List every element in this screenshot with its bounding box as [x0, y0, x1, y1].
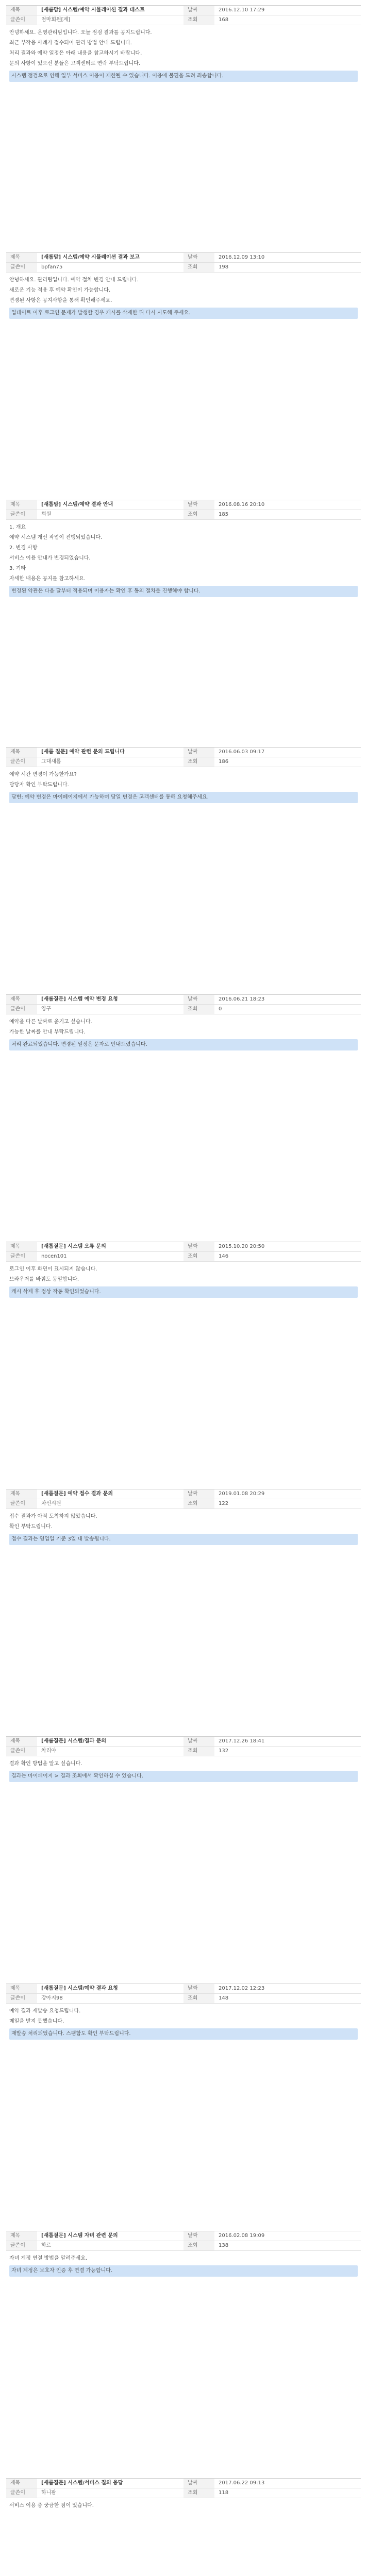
label-title: 제목	[6, 995, 37, 1005]
post-date: 2016.12.10 17:29	[214, 6, 361, 15]
post-date: 2016.06.03 09:17	[214, 748, 361, 757]
label-author: 글쓴이	[6, 2488, 37, 2498]
post-meta	[6, 1242, 361, 1262]
post-paragraph: 처리 결과와 예약 일정은 아래 내용을 참고하시기 바랍니다.	[9, 50, 142, 56]
label-views: 조회	[184, 2488, 214, 2498]
label-date: 날짜	[184, 1984, 214, 1994]
post-paragraph: 안녕하세요. 운영관리팀입니다. 오늘 점검 결과를 공지드립니다.	[9, 30, 152, 36]
label-date: 날짜	[184, 2231, 214, 2241]
label-date: 날짜	[184, 1737, 214, 1747]
label-title: 제목	[6, 748, 37, 757]
highlighted-note: 재발송 처리되었습니다. 스팸함도 확인 부탁드립니다.	[9, 2028, 358, 2040]
post-title[interactable]: [새롭질문] 시스템 오류 문의	[37, 1242, 184, 1252]
highlighted-note: 변경된 약관은 다음 달부터 적용되며 이용자는 확인 후 동의 절차를 진행해야 합니다.	[9, 586, 358, 597]
highlighted-note: 시스템 점검으로 인해 일부 서비스 이용이 제한될 수 있습니다. 이용에 불편을 드려 죄송합니다.	[9, 71, 358, 82]
post-meta	[6, 5, 361, 25]
post-date: 2016.06.21 18:23	[214, 995, 361, 1005]
post-meta	[6, 2231, 361, 2251]
post-body	[6, 1756, 361, 1788]
post	[6, 5, 361, 247]
post-body	[6, 2251, 361, 2283]
label-author: 글쓴이	[6, 263, 37, 273]
post-paragraph: 변경된 사항은 공지사항을 통해 확인해주세요.	[9, 298, 112, 303]
post-title[interactable]: [새롭질문] 시스템/결과 문의	[37, 1737, 184, 1747]
post-date: 2017.12.26 18:41	[214, 1737, 361, 1747]
label-author: 글쓴이	[6, 1994, 37, 2004]
post-meta	[6, 1489, 361, 1509]
label-title: 제목	[6, 500, 37, 510]
post-title[interactable]: [새롭맘] 시스템/예약 시뮬레이션 결과 테스트	[37, 6, 184, 15]
post-body	[6, 2498, 361, 2516]
post-paragraph: 담당자 확인 부탁드립니다.	[9, 782, 69, 788]
post-meta	[6, 747, 361, 767]
label-author: 글쓴이	[6, 1252, 37, 1262]
post-paragraph: 자세한 내용은 공지를 참고하세요.	[9, 576, 86, 582]
label-author: 글쓴이	[6, 757, 37, 767]
label-title: 제목	[6, 1489, 37, 1499]
post-author[interactable]: bpfan75	[37, 263, 184, 273]
post-author[interactable]: 하르	[37, 2241, 184, 2251]
label-author: 글쓴이	[6, 2241, 37, 2251]
highlighted-note: 답변: 예약 변경은 마이페이지에서 가능하며 당일 변경은 고객센터를 통해 요청해주세요.	[9, 792, 358, 803]
post-date: 2019.01.08 20:29	[214, 1489, 361, 1499]
post-paragraph: 자녀 계정 연결 방법을 알려주세요.	[9, 2256, 88, 2261]
label-title: 제목	[6, 1737, 37, 1747]
post-paragraph: 확인 부탁드립니다.	[9, 1524, 53, 1530]
highlighted-note: 캐시 삭제 후 정상 작동 확인되었습니다.	[9, 1286, 358, 1298]
label-date: 날짜	[184, 1242, 214, 1252]
post-paragraph: 안녕하세요. 관리팀입니다. 예약 절차 변경 안내 드립니다.	[9, 277, 139, 283]
post	[6, 1984, 361, 2226]
post-paragraph: 로그인 이후 화면이 표시되지 않습니다.	[9, 1266, 97, 1272]
post-paragraph: 브라우저를 바꿔도 동일합니다.	[9, 1277, 79, 1282]
label-date: 날짜	[184, 6, 214, 15]
post-title[interactable]: [새롭질문] 시스템 예약 변경 요청	[37, 995, 184, 1005]
post-date: 2017.06.22 09:13	[214, 2479, 361, 2488]
label-views: 조회	[184, 1499, 214, 1509]
post-title[interactable]: [새롭맘] 시스템/예약 시뮬레이션 결과 보고	[37, 253, 184, 263]
post-paragraph: 최근 부작용 사례가 접수되어 관리 방법 안내 드립니다.	[9, 40, 132, 46]
post-title[interactable]: [새롭질문] 시스템/서비스 질의 응답	[37, 2479, 184, 2488]
post	[6, 1736, 361, 1978]
label-author: 글쓴이	[6, 1005, 37, 1014]
label-views: 조회	[184, 757, 214, 767]
label-views: 조회	[184, 1747, 214, 1756]
post	[6, 252, 361, 495]
label-title: 제목	[6, 253, 37, 263]
label-title: 제목	[6, 1242, 37, 1252]
highlighted-note: 처리 완료되었습니다. 변경된 일정은 문자로 안내드렸습니다.	[9, 1039, 358, 1050]
label-date: 날짜	[184, 995, 214, 1005]
post-body	[6, 1509, 361, 1551]
post-meta	[6, 252, 361, 273]
label-views: 조회	[184, 1994, 214, 2004]
post-author[interactable]: 차선시원	[37, 1499, 184, 1509]
post-body	[6, 767, 361, 809]
label-views: 조회	[184, 263, 214, 273]
post-views: 118	[214, 2488, 361, 2498]
post-author[interactable]: 차리야	[37, 1747, 184, 1756]
post-paragraph: 새로운 기능 적용 후 예약 확인이 가능합니다.	[9, 287, 111, 293]
label-date: 날짜	[184, 500, 214, 510]
label-author: 글쓴이	[6, 510, 37, 520]
post-author[interactable]: 그대새롭	[37, 757, 184, 767]
post-meta	[6, 1984, 361, 2004]
post-paragraph: 2. 변경 사항	[9, 545, 38, 551]
highlighted-note: 자녀 계정은 보호자 인증 후 연결 가능합니다.	[9, 2265, 358, 2277]
post-title[interactable]: [새롭질문] 예약 접수 결과 문의	[37, 1489, 184, 1499]
post-views: 185	[214, 510, 361, 520]
post-paragraph: 예약 시스템 개선 작업이 진행되었습니다.	[9, 535, 103, 540]
post-meta	[6, 2478, 361, 2498]
post-date: 2015.10.20 20:50	[214, 1242, 361, 1252]
label-views: 조회	[184, 1005, 214, 1014]
post	[6, 1242, 361, 1484]
label-author: 글쓴이	[6, 1747, 37, 1756]
post-date: 2016.12.09 13:10	[214, 253, 361, 263]
post-paragraph: 예약 시간 변경이 가능한가요?	[9, 772, 77, 777]
post-body	[6, 1014, 361, 1057]
post-body	[6, 25, 361, 88]
label-views: 조회	[184, 510, 214, 520]
post-author[interactable]: 회원	[37, 510, 184, 520]
post-date: 2016.08.16 20:10	[214, 500, 361, 510]
label-views: 조회	[184, 1252, 214, 1262]
label-author: 글쓴이	[6, 15, 37, 25]
post	[6, 747, 361, 989]
post-paragraph: 서비스 이용 안내가 변경되었습니다.	[9, 555, 91, 561]
post-body	[6, 1262, 361, 1304]
post-body	[6, 2004, 361, 2046]
post-views: 138	[214, 2241, 361, 2251]
post-body	[6, 520, 361, 603]
post-date: 2016.02.08 19:09	[214, 2231, 361, 2241]
post-title[interactable]: [새롭질문] 시스템 자녀 관련 문의	[37, 2231, 184, 2241]
post-views: 132	[214, 1747, 361, 1756]
post-views: 146	[214, 1252, 361, 1262]
post-meta	[6, 994, 361, 1014]
post-views: 186	[214, 757, 361, 767]
highlighted-note: 결과는 마이페이지 > 결과 조회에서 확인하실 수 있습니다.	[9, 1771, 358, 1782]
post-author[interactable]: 양구	[37, 1005, 184, 1014]
post-list	[0, 5, 367, 2576]
post	[6, 2478, 361, 2576]
label-date: 날짜	[184, 1489, 214, 1499]
label-title: 제목	[6, 1984, 37, 1994]
post	[6, 994, 361, 1236]
post-paragraph: 결과 확인 방법을 알고 싶습니다.	[9, 1761, 82, 1767]
post-views: 122	[214, 1499, 361, 1509]
highlighted-note: 접수 결과는 영업일 기준 3일 내 발송됩니다.	[9, 1534, 358, 1545]
post	[6, 500, 361, 742]
post-author[interactable]: 하니팜	[37, 2488, 184, 2498]
post-title[interactable]: [새롭질문] 시스템/예약 결과 요청	[37, 1984, 184, 1994]
post-meta	[6, 1736, 361, 1756]
post-paragraph: 서비스 이용 중 궁금한 점이 있습니다.	[9, 2503, 94, 2509]
post-paragraph: 접수 결과가 아직 도착하지 않았습니다.	[9, 1514, 97, 1519]
post-paragraph: 문의 사항이 있으신 분들은 고객센터로 연락 부탁드립니다.	[9, 61, 141, 66]
post-views: 168	[214, 15, 361, 25]
post-views: 0	[214, 1005, 361, 1014]
label-views: 조회	[184, 2241, 214, 2251]
post-views: 148	[214, 1994, 361, 2004]
post-author[interactable]: 엄마회원[계]	[37, 15, 184, 25]
post-paragraph: 예약 결과 재발송 요청드립니다.	[9, 2008, 81, 2014]
label-title: 제목	[6, 2231, 37, 2241]
label-title: 제목	[6, 6, 37, 15]
highlighted-note: 업데이트 이후 로그인 문제가 발생할 경우 캐시를 삭제한 뒤 다시 시도해 주세요.	[9, 308, 358, 319]
post	[6, 2231, 361, 2473]
post-author[interactable]: nocen101	[37, 1252, 184, 1262]
post-paragraph: 3. 기타	[9, 566, 26, 571]
post-date: 2017.12.02 12:23	[214, 1984, 361, 1994]
post-paragraph: 1. 개요	[9, 524, 26, 530]
post-paragraph: 메일을 받지 못했습니다.	[9, 2019, 64, 2024]
label-title: 제목	[6, 2479, 37, 2488]
post-body	[6, 273, 361, 325]
post-views: 198	[214, 263, 361, 273]
label-date: 날짜	[184, 2479, 214, 2488]
label-views: 조회	[184, 15, 214, 25]
label-author: 글쓴이	[6, 1499, 37, 1509]
label-date: 날짜	[184, 748, 214, 757]
post-meta	[6, 500, 361, 520]
post-author[interactable]: 강아지98	[37, 1994, 184, 2004]
label-date: 날짜	[184, 253, 214, 263]
post-paragraph: 예약을 다른 날짜로 옮기고 싶습니다.	[9, 1019, 92, 1025]
post-title[interactable]: [새롭맘] 시스템/예약 결과 안내	[37, 500, 184, 510]
post	[6, 1489, 361, 1731]
post-title[interactable]: [새롭 질문] 예약 관련 문의 드립니다	[37, 748, 184, 757]
post-paragraph: 가능한 날짜를 안내 부탁드립니다.	[9, 1029, 86, 1035]
